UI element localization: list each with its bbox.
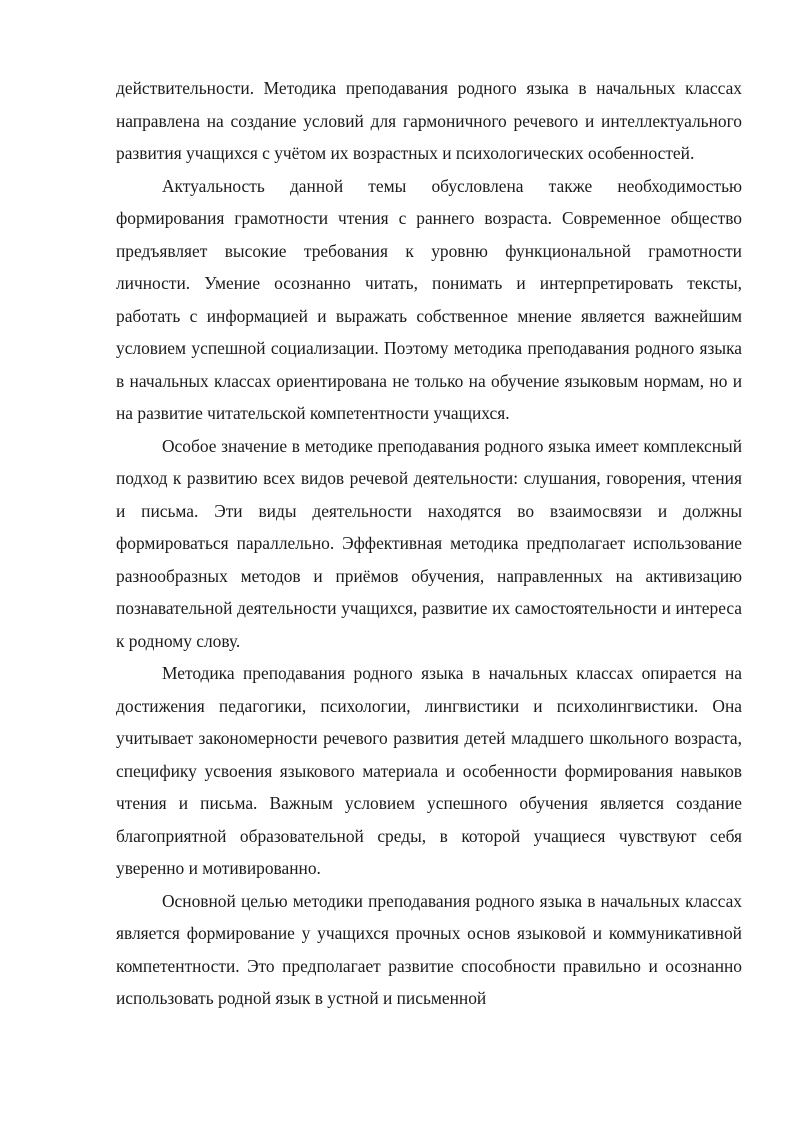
paragraph: Основной целью методики преподавания родного языка в начальных классах является формирование у учащихся прочных основ языковой и коммуникативной компетентности. Это предполагает развитие способности правильно и осознанно использовать родной язык в устной и письменной: [116, 890, 742, 1008]
paragraph: действительности. Методика преподавания родного языка в начальных классах направлена на создание условий для гармоничного речевого и интеллектуального развития учащихся с учётом их возрастных и психологических особенностей.: [116, 78, 742, 163]
paragraph: Актуальность данной темы обусловлена также необходимостью формирования грамотности чтения с раннего возраста. Современное общество предъявляет высокие требования к уровню функциональной грамотности личности. Умение осознанно читать, понимать и интерпретировать тексты, работать с информацией и выражать собственное мнение является важнейшим условием успешной социализации. Поэтому методика преподавания родного языка в начальных классах ориентирована не только на обучение языковым нормам, но и на развитие читательской компетентности учащихся.: [116, 175, 742, 423]
paragraph: Особое значение в методике преподавания родного языка имеет комплексный подход к развитию всех видов речевой деятельности: слушания, говорения, чтения и письма. Эти виды деятельности находятся во взаимосвязи и должны формироваться параллельно. Эффективная методика предполагает использование разнообразных методов и приёмов обучения, направленных на активизацию познавательной деятельности учащихся, развитие их самостоятельности и интереса к родному слову.: [116, 435, 742, 651]
document-page: [116, 72, 742, 1015]
paragraph: Методика преподавания родного языка в начальных классах опирается на достижения педагогики, психологии, лингвистики и психолингвистики. Она учитывает закономерности речевого развития детей младшего школьного возраста, специфику усвоения языкового материала и особенности формирования навыков чтения и письма. Важным условием успешного обучения является создание благоприятной образовательной среды, в которой учащиеся чувствуют себя уверенно и мотивированно.: [116, 663, 742, 878]
